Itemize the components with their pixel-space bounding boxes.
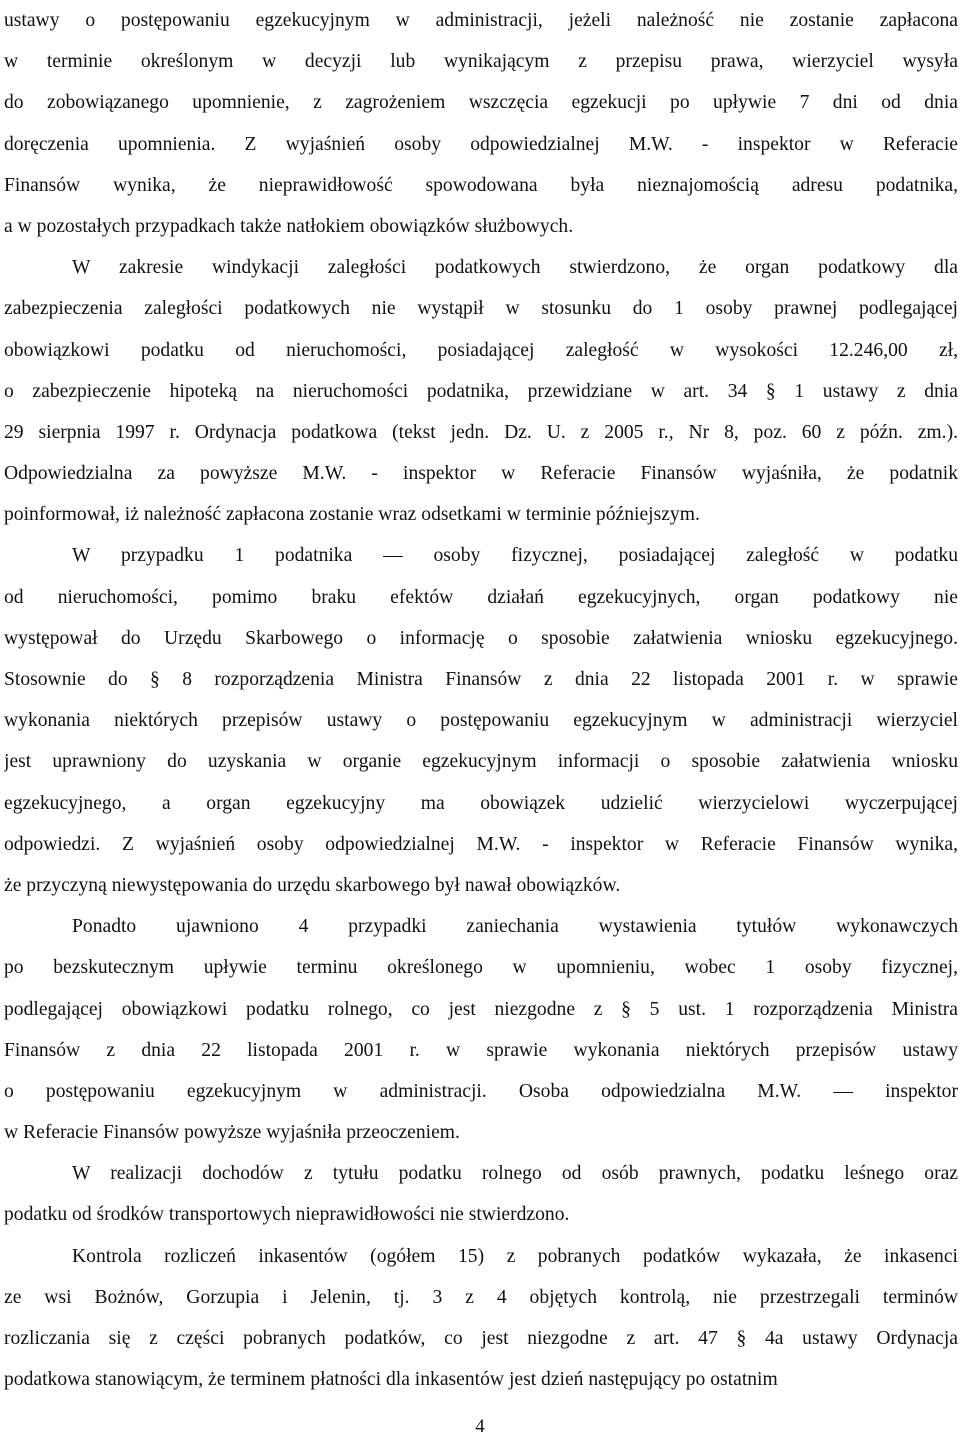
page-number: 4: [475, 1416, 485, 1437]
text-line: o postępowaniu egzekucyjnym w administracji. Osoba odpowiedzialna M.W. — inspektor: [4, 1080, 958, 1102]
paragraph: [4, 1236, 958, 1401]
text-line: wykonania niektórych przepisów ustawy o postępowaniu egzekucyjnym w administracji wierzyciel: [4, 710, 958, 732]
text-line: ustawy o postępowaniu egzekucyjnym w administracji, jeżeli należność nie zostanie zapłacona: [4, 10, 958, 31]
text-line: podatkowa stanowiącym, że terminem płatności dla inkasentów jest dzień następujący po ostatnim: [4, 1369, 778, 1391]
text-line: że przyczyną niewystępowania do urzędu skarbowego był nawał obowiązków.: [4, 874, 621, 896]
text-line: w terminie określonym w decyzji lub wynikającym z przepisu prawa, wierzyciel wysyła: [4, 51, 958, 73]
text-line: ze wsi Bożnów, Gorzupia i Jelenin, tj. 3 z 4 objętych kontrolą, nie przestrzegali terminów: [4, 1286, 958, 1308]
text-line: obowiązkowi podatku od nieruchomości, posiadającej zaległość w wysokości 12.246,00 zł,: [4, 339, 958, 361]
paragraph: [4, 0, 958, 247]
paragraph: [4, 535, 958, 906]
text-line: Kontrola rozliczeń inkasentów (ogółem 15) z pobranych podatków wykazała, że inkasenci: [72, 1245, 958, 1267]
document-text: [4, 0, 958, 1400]
text-line: o zabezpieczenie hipoteką na nieruchomości podatnika, przewidziane w art. 34 § 1 ustawy z dnia: [4, 380, 958, 402]
text-line: Odpowiedzialna za powyższe M.W. - inspektor w Referacie Finansów wyjaśniła, że podatnik: [4, 463, 958, 485]
text-line: W realizacji dochodów z tytułu podatku rolnego od osób prawnych, podatku leśnego oraz: [72, 1163, 958, 1185]
text-line: Ponadto ujawniono 4 przypadki zaniechania wystawienia tytułów wykonawczych: [72, 916, 958, 938]
text-line: podlegającej obowiązkowi podatku rolnego, co jest niezgodne z § 5 ust. 1 rozporządzenia Ministra: [4, 998, 958, 1020]
text-line: Finansów wynika, że nieprawidłowość spowodowana była nieznajomością adresu podatnika,: [4, 174, 958, 196]
text-line: Stosownie do § 8 rozporządzenia Ministra Finansów z dnia 22 listopada 2001 r. w sprawie: [4, 669, 958, 690]
paragraph: [4, 906, 958, 1153]
text-line: a w pozostałych przypadkach także natłokiem obowiązków służbowych.: [4, 215, 574, 237]
text-line: jest uprawniony do uzyskania w organie egzekucyjnym informacji o sposobie załatwienia wniosku: [4, 751, 958, 773]
text-line: występował do Urzędu Skarbowego o informację o sposobie załatwienia wniosku egzekucyjnego.: [4, 627, 958, 649]
text-line: poinformował, iż należność zapłacona zostanie wraz odsetkami w terminie późniejszym.: [4, 504, 700, 526]
text-line: w Referacie Finansów powyższe wyjaśniła przeoczeniem.: [4, 1122, 460, 1144]
text-line: W zakresie windykacji zaległości podatkowych stwierdzono, że organ podatkowy dla: [72, 257, 958, 279]
text-line: podatku od środków transportowych nieprawidłowości nie stwierdzono.: [4, 1204, 570, 1226]
text-line: zabezpieczenia zaległości podatkowych nie wystąpił w stosunku do 1 osoby prawnej podlegającej: [4, 298, 958, 320]
text-line: doręczenia upomnienia. Z wyjaśnień osoby odpowiedzialnej M.W. - inspektor w Referacie: [4, 133, 958, 155]
text-line: odpowiedzi. Z wyjaśnień osoby odpowiedzialnej M.W. - inspektor w Referacie Finansów wynika,: [4, 833, 958, 855]
text-line: W przypadku 1 podatnika — osoby fizycznej, posiadającej zaległość w podatku: [72, 545, 958, 567]
text-line: od nieruchomości, pomimo braku efektów działań egzekucyjnych, organ podatkowy nie: [4, 586, 958, 608]
text-line: egzekucyjnego, a organ egzekucyjny ma obowiązek udzielić wierzycielowi wyczerpującej: [4, 792, 958, 814]
paragraph: [4, 247, 958, 535]
text-line: rozliczania się z części pobranych podatków, co jest niezgodne z art. 47 § 4a ustawy Ordynacja: [4, 1328, 958, 1349]
paragraph: [4, 1153, 958, 1235]
text-line: 29 sierpnia 1997 r. Ordynacja podatkowa (tekst jedn. Dz. U. z 2005 r., Nr 8, poz. 60 z późn. zm.).: [4, 421, 958, 443]
text-line: Finansów z dnia 22 listopada 2001 r. w sprawie wykonania niektórych przepisów ustawy: [4, 1039, 958, 1061]
text-line: po bezskutecznym upływie terminu określonego w upomnieniu, wobec 1 osoby fizycznej,: [4, 957, 958, 979]
text-line: do zobowiązanego upomnienie, z zagrożeniem wszczęcia egzekucji po upływie 7 dni od dnia: [4, 92, 958, 114]
